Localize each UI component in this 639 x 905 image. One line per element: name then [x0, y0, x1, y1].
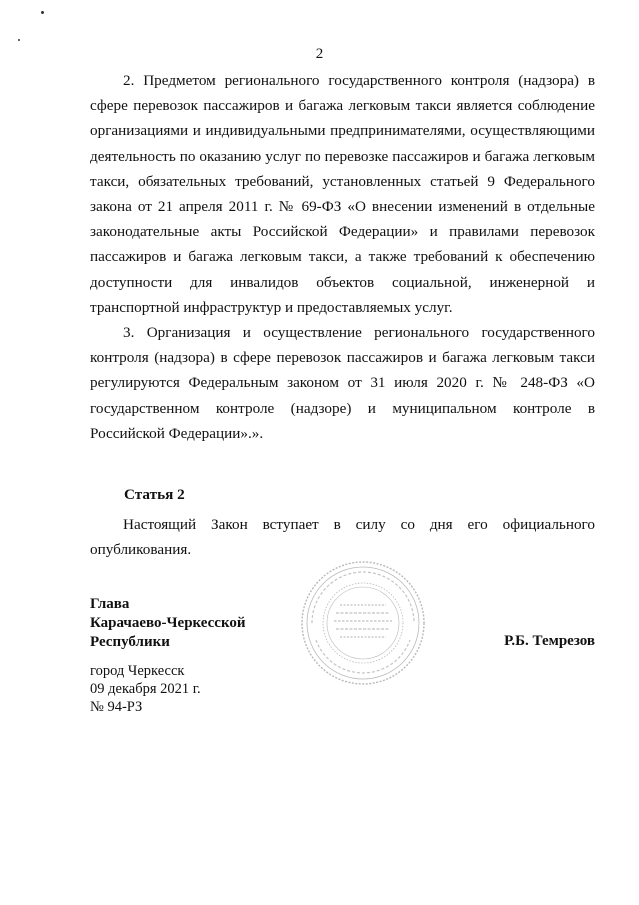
signature-title — [90, 595, 246, 652]
document-date: 09 декабря 2021 г. — [90, 681, 201, 697]
document-number: № 94-РЗ — [90, 699, 143, 715]
scan-speck — [41, 11, 44, 14]
article-2-text: Настоящий Закон вступает в силу со дня его официального опубликования. — [90, 516, 595, 559]
article-2-heading: Статья 2 — [124, 486, 185, 503]
paragraph-3: 3. Организация и осуществление регионального государственного контроля (надзора) в сфере перевозок пассажиров и багажа легковым такси регулируются Федеральным законом от 31 июля 2020 г. № 248-ФЗ «О государственном контроле (надзоре) и муниципальном контроле в Российской Федерации».». — [90, 324, 595, 442]
scan-speck — [18, 39, 20, 41]
signature-title-line: Республики — [90, 634, 170, 650]
page-number: 2 — [315, 46, 324, 62]
official-seal-icon — [300, 560, 426, 686]
document-city: город Черкесск — [90, 663, 185, 679]
document-info — [90, 662, 201, 716]
signature-title-line: Карачаево-Черкесской — [90, 615, 246, 631]
paragraph-2: 2. Предметом регионального государственного контроля (надзора) в сфере перевозок пассажиров и багажа легковым такси является соблюдение организациями и индивидуальными предпринимателями, осуществляющими деятельность по оказанию услуг по перевозке пассажиров и багажа легковым такси, обязательных требований, установленных статьей 9 Федерального закона от 21 апреля 2011 г. № 69-ФЗ «О внесении изменений в отдельные законодательные акты Российской Федерации» и правилами перевозок пассажиров и багажа легковым такси, а также требований к обеспечению доступности для инвалидов объектов социальной, инженерной и транспортной инфраструктур и предоставляемых услуг. — [90, 72, 595, 316]
signature-title-line: Глава — [90, 596, 130, 612]
signer-name: Р.Б. Темрезов — [504, 633, 595, 649]
